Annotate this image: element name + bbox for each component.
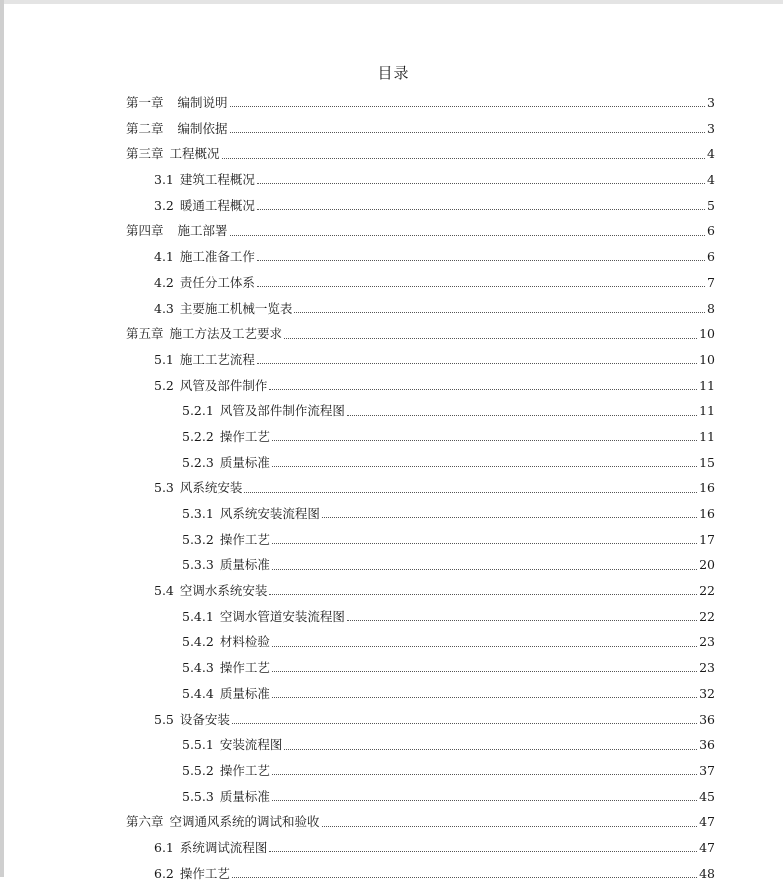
toc-dot-leader [322,826,698,827]
toc-entry[interactable] [4,475,783,501]
toc-entry-label [154,270,255,296]
toc-entry[interactable] [4,681,783,707]
toc-entry-label [154,475,242,501]
toc-dot-leader [272,774,697,775]
toc-entry[interactable] [4,629,783,655]
toc-dot-leader [284,338,697,339]
toc-page-number: 22 [699,583,715,599]
toc-entry[interactable] [4,450,783,476]
toc-entry-number: 5.3.1 [182,506,214,521]
toc-entry-label [182,655,270,681]
toc-page-number: 11 [699,428,715,444]
toc-entry[interactable] [4,296,783,322]
toc-entry-number: 3.2 [154,197,174,213]
toc-entry[interactable] [4,655,783,681]
toc-entry-number: 5.5.3 [182,788,214,804]
toc-entry-title: 设备安装 [179,711,230,727]
toc-page-number: 48 [699,865,715,881]
toc-entry-title: 施工部署 [177,223,228,239]
toc-entry-label [182,527,270,553]
toc-entry-number: 5.3.2 [182,531,214,547]
toc-entry-label [126,321,282,347]
toc-entry-label [154,167,255,193]
toc-entry-label [126,141,220,167]
toc-entry-label [126,809,320,835]
toc-page-number: 15 [699,454,715,470]
toc-page-number: 23 [699,660,715,676]
toc-dot-leader [257,183,705,184]
toc-entry-label [154,193,255,219]
toc-dot-leader [294,312,705,313]
toc-page-number: 6 [707,249,715,265]
toc-page-number: 10 [699,326,715,342]
toc-entry-number: 5.2.3 [182,454,214,470]
toc-page-number: 3 [707,95,715,110]
toc-entry-title: 质量标准 [219,557,270,573]
toc-entry-number: 5.5.2 [182,762,214,778]
toc-entry-title: 暖通工程概况 [179,197,255,213]
toc-entry[interactable] [4,578,783,604]
toc-entry[interactable] [4,552,783,578]
toc-entry[interactable] [4,398,783,424]
toc-dot-leader [272,800,697,801]
toc-page-number: 20 [699,557,715,573]
toc-list [4,90,783,886]
toc-page-number: 17 [699,531,715,547]
toc-page-number: 45 [699,788,715,804]
toc-entry-title: 空调通风系统的调试和验收 [169,814,320,830]
toc-dot-leader [257,260,705,261]
toc-page-number: 4 [707,172,715,188]
toc-entry-label [154,835,267,861]
document-page [4,4,783,881]
toc-page-number: 6 [707,223,715,239]
toc-dot-leader [257,209,705,210]
toc-dot-leader [269,851,697,852]
toc-entry-number: 5.5 [154,711,174,727]
toc-entry-title: 编制依据 [177,120,228,136]
toc-entry-title: 风管及部件制作流程图 [219,403,345,419]
toc-entry-title: 施工工艺流程 [179,351,255,367]
toc-entry-label [182,629,270,655]
toc-entry-title: 工程概况 [169,146,220,162]
toc-entry-title: 建筑工程概况 [179,172,255,188]
toc-dot-leader [257,286,705,287]
toc-entry-label [182,681,270,707]
toc-dot-leader [244,492,697,493]
toc-page-number: 16 [699,506,715,521]
toc-page-number: 23 [699,634,715,650]
toc-entry-label [126,218,228,244]
toc-dot-leader [257,363,697,364]
toc-entry-title: 责任分工体系 [179,274,255,290]
toc-entry[interactable] [4,604,783,630]
toc-entry-label [182,732,282,758]
toc-page-number: 37 [699,762,715,778]
toc-entry-label [182,784,270,810]
toc-dot-leader [230,132,706,133]
toc-entry[interactable] [4,861,783,886]
toc-entry-number: 5.4.1 [182,608,214,624]
toc-entry[interactable] [4,321,783,347]
toc-entry-number: 5.3 [154,480,174,496]
toc-entry-title: 施工方法及工艺要求 [169,326,283,342]
toc-dot-leader [272,543,697,544]
toc-entry-label [182,552,270,578]
toc-entry-title: 风系统安装流程图 [219,506,320,521]
toc-dot-leader [232,877,697,878]
toc-entry[interactable] [4,784,783,810]
toc-entry[interactable] [4,373,783,399]
toc-entry[interactable] [4,193,783,219]
toc-entry-number: 6.1 [154,839,174,855]
toc-entry-number: 5.4.3 [182,660,214,676]
toc-dot-leader [347,415,697,416]
toc-entry-label [154,707,230,733]
toc-dot-leader [222,158,706,159]
toc-entry[interactable] [4,707,783,733]
toc-entry-title: 空调水系统安装 [179,583,268,599]
toc-entry[interactable] [4,424,783,450]
toc-entry-label [182,758,270,784]
toc-dot-leader [272,697,697,698]
toc-entry-number: 5.4.2 [182,634,214,650]
toc-entry-label [154,373,267,399]
toc-entry-title: 主要施工机械一览表 [179,300,293,316]
toc-entry-number: 第一章 [126,95,164,110]
toc-entry-number: 5.4 [154,583,174,599]
toc-entry[interactable] [4,167,783,193]
toc-entry-label [154,244,255,270]
toc-dot-leader [272,440,697,441]
toc-page-number: 36 [699,711,715,727]
toc-entry-number: 5.3.3 [182,557,214,573]
toc-entry[interactable] [4,347,783,373]
toc-page-number: 3 [707,120,715,136]
toc-entry-title: 材料检验 [219,634,270,650]
toc-entry-title: 编制说明 [177,95,228,110]
toc-entry[interactable] [4,835,783,861]
toc-entry-number: 3.1 [154,172,174,188]
toc-page-number: 47 [699,839,715,855]
toc-dot-leader [272,569,697,570]
toc-entry-title: 系统调试流程图 [179,839,268,855]
toc-dot-leader [322,517,697,518]
toc-page-number: 10 [699,351,715,367]
toc-entry-number: 6.2 [154,865,174,881]
toc-dot-leader [272,671,697,672]
toc-dot-leader [232,723,697,724]
toc-entry-title: 施工准备工作 [179,249,255,265]
toc-entry[interactable] [4,758,783,784]
toc-dot-leader [269,389,697,390]
toc-entry-number: 4.1 [154,249,174,265]
toc-entry-title: 操作工艺 [219,531,270,547]
toc-entry-label [182,450,270,476]
toc-entry-title: 质量标准 [219,454,270,470]
toc-title: 目录 [377,64,410,82]
toc-page-number: 8 [707,300,715,316]
toc-entry-label [182,398,345,424]
toc-entry-label [154,347,255,373]
toc-entry-title: 风管及部件制作 [179,377,268,393]
toc-entry[interactable] [4,270,783,296]
toc-entry-label [154,578,267,604]
toc-entry-number: 5.2 [154,377,174,393]
toc-entry[interactable] [4,218,783,244]
toc-page-number: 11 [699,377,715,393]
toc-entry-number: 4.3 [154,300,174,316]
toc-entry[interactable] [4,501,783,527]
toc-entry[interactable] [4,527,783,553]
toc-page-number: 32 [699,685,715,701]
toc-entry-label [126,90,228,116]
toc-entry-label [126,116,228,142]
toc-page-number: 7 [707,274,715,290]
toc-entry-title: 安装流程图 [219,737,283,753]
toc-entry[interactable] [4,809,783,835]
toc-page-number: 5 [707,197,715,213]
toc-entry-title: 操作工艺 [219,428,270,444]
toc-entry-number: 第六章 [126,814,164,830]
toc-entry[interactable] [4,141,783,167]
toc-entry[interactable] [4,244,783,270]
toc-page-number: 16 [699,480,715,496]
toc-dot-leader [230,235,706,236]
toc-entry-title: 操作工艺 [219,762,270,778]
toc-dot-leader [272,646,697,647]
toc-entry-label [154,296,292,322]
toc-entry-number: 第三章 [126,146,164,162]
toc-entry-number: 5.1 [154,351,174,367]
toc-entry-number: 5.4.4 [182,685,214,701]
toc-entry-number: 4.2 [154,274,174,290]
toc-dot-leader [269,594,697,595]
toc-entry-title: 质量标准 [219,685,270,701]
toc-entry-title: 操作工艺 [219,660,270,676]
toc-page-number: 22 [699,608,715,624]
toc-entry[interactable] [4,116,783,142]
toc-entry-label [182,604,345,630]
toc-page-number: 4 [707,146,715,162]
toc-page-number: 11 [699,403,715,419]
toc-dot-leader [230,106,706,107]
toc-dot-leader [347,620,697,621]
toc-entry-title: 空调水管道安装流程图 [219,608,345,624]
toc-entry-label [182,501,320,527]
toc-entry-title: 操作工艺 [179,865,230,881]
toc-entry-number: 5.2.2 [182,428,214,444]
toc-dot-leader [284,749,697,750]
toc-dot-leader [272,466,697,467]
toc-page-number: 47 [699,814,715,830]
toc-entry[interactable] [4,90,783,116]
toc-entry-number: 5.2.1 [182,403,214,419]
toc-entry-number: 5.5.1 [182,737,214,753]
toc-entry-title: 质量标准 [219,788,270,804]
toc-entry[interactable] [4,732,783,758]
toc-entry-number: 第四章 [126,223,164,239]
toc-entry-number: 第五章 [126,326,164,342]
toc-entry-number: 第二章 [126,120,164,136]
toc-entry-label [154,861,230,886]
toc-page-number: 36 [699,737,715,753]
toc-entry-label [182,424,270,450]
toc-entry-title: 风系统安装 [179,480,243,496]
